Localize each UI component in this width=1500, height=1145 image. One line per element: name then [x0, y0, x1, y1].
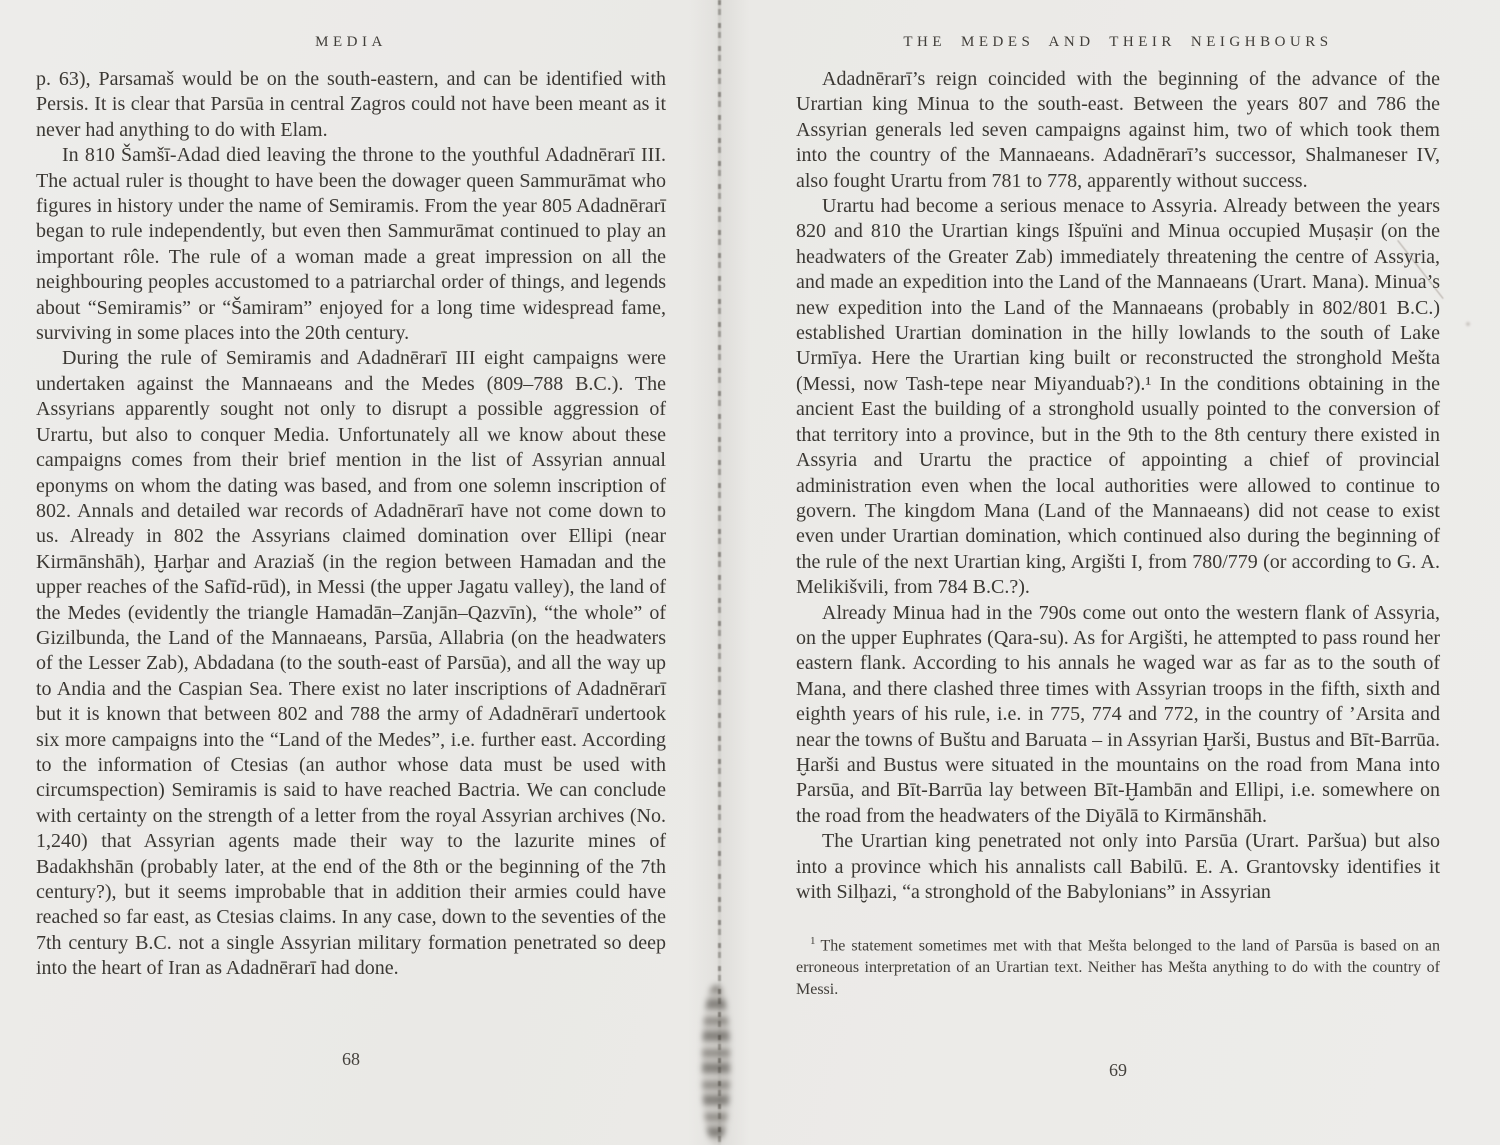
paragraph: During the rule of Semiramis and Adadnērarī III eight campaigns were undertaken against the Mannaeans and the Medes (809–788 B.C.). The Assyrians apparently sought not only to disrupt a possible aggression of Urartu, but also to conquer Media. Unfortunately all we know about these campaigns comes from their brief mention in the list of Assyrian annual eponyms on whom the dating was based, and from one solemn inscription of 802. Annals and detailed war records of Adadnērarī have not come down to us. Already in 802 the Assyrians claimed domination over Ellipi (near Kirmānshāh), Ḫarḫar and Araziaš (in the region between Hamadan and the upper reaches of the Safīd-rūd), in Messi (the upper Jagatu valley), the land of the Medes (evidently the triangle Hamadān–Zanjān–Qazvīn), “the whole” of Gizilbunda, the Land of the Mannaeans, Parsūa, Allabria (on the headwaters of the Lesser Zab), Abdadana (to the south-east of Parsūa), and all the way up to Andia and the Caspian Sea. There exist no later inscriptions of Adadnērarī but it is known that between 802 and 788 the army of Adadnērarī undertook six more campaigns into the “Land of the Medes”, i.e. further east. According to the information of Ctesias (an author whose data must be used with circumspection) Semiramis is said to have reached Bactria. We can conclude with certainty on the strength of a letter from the royal Assyrian archives (No. 1,240) that Assyrian agents made their way to the lazurite mines of Badakhshān (probably later, at the end of the 8th or the beginning of the 7th century?), but it seems improbable that in addition their armies could have reached so far east, as Ctesias claims. In any case, down to the seventies of the 7th century B.C. not a single Assyrian military formation penetrated so deep into the heart of Iran as Adadnērarī had done.	[36, 347, 666, 980]
paragraph: p. 63), Parsamaš would be on the south-eastern, and can be identified with Persis. It is clear that Parsūa in central Zagros could not have been meant as it never had anything to do with Elam.	[36, 68, 666, 141]
scan-speck	[1466, 322, 1470, 326]
paragraph: The Urartian king penetrated not only into Parsūa (Urart. Paršua) but also into a province which his annalists call Babilū. E. A. Grantovsky identifies it with Silḫazi, “a stronghold of the Babylonians” in Assyrian	[796, 830, 1440, 903]
right-running-head: THE MEDES AND THEIR NEIGHBOURS	[903, 34, 1333, 50]
left-running-head: MEDIA	[315, 34, 387, 50]
footnote-text: The statement sometimes met with that Mešta belonged to the land of Parsūa is based on an erroneous interpretation of an Urartian text. Neither has Mešta anything to do with the country of Messi.	[796, 937, 1440, 998]
right-body-text	[796, 67, 1440, 905]
binding-smudge	[702, 985, 730, 1145]
binding-crease-line	[718, 0, 721, 1145]
paragraph: In 810 Šamšī-Adad died leaving the throne to the youthful Adadnērarī III. The actual ruler is thought to have been the dowager queen Sammurāmat who figures in history under the name of Semiramis. From the year 805 Adadnērarī began to rule independently, but even then Sammurāmat continued to play an important rôle. The rule of a woman made a great impression on all the neighbouring peoples accustomed to a patriarchal order of things, and legends about “Semiramis” or “Šamiram” enjoyed for a long time widespread fame, surviving in some places into the 20th century.	[36, 144, 666, 345]
paragraph: Already Minua had in the 790s come out onto the western flank of Assyria, on the upper Euphrates (Qara-su). As for Argišti, he attempted to pass round her eastern flank. According to his annals he waged war as far as to the south of Mana, and there clashed three times with Assyrian troops in the fifth, sixth and eighth years of his rule, i.e. in 775, 774 and 772, in the country of ’Arsita and near the towns of Buštu and Baruata – in Assyrian Ḫarši, Bustus and Bīt-Barrūa. Ḫarši and Bustus were situated in the mountains on the road from Mana into Parsūa, and Bīt-Barrūa lay between Bīt-Ḫambān and Ellipi, i.e. somewhere on the road from the headwaters of the Diyālā to Kirmānshāh.	[796, 601, 1440, 827]
left-page	[36, 28, 666, 1145]
paragraph: Adadnērarī’s reign coincided with the beginning of the advance of the Urartian king Minua to the south-east. Between the years 807 and 786 the Assyrian generals led seven campaigns against him, two of which took them into the country of the Mannaeans. Adadnērarī’s successor, Shalmaneser IV, also fought Urartu from 781 to 778, apparently without success.	[796, 68, 1440, 192]
left-body-text	[36, 67, 666, 982]
footnote	[796, 931, 1440, 1000]
paragraph: Urartu had become a serious menace to Assyria. Already between the years 820 and 810 the Urartian kings Išpuïni and Minua occupied Muṣaṣir (on the headwaters of the Greater Zab) immediately threatening the centre of Assyria, and made an expedition into the Land of the Mannaeans (Urart. Mana). Minua’s new expedition into the Land of the Mannaeans (probably in 802/801 B.C.) established Urartian domination in the hilly lowlands to the south of Lake Urmīya. Here the Urartian king built or reconstructed the stronghold Mešta (Messi, now Tash-tepe near Miyanduab?).¹ In the conditions obtaining in the ancient East the building of a stronghold usually pointed to the conversion of that territory into a province, but in the 9th to the 8th century there existed in Assyria and Urartu the practice of appointing a chief of provincial administration even when the local authorities were allowed to continue to govern. The kingdom Mana (Land of the Mannaeans) did not cease to exist even under Urartian domination, which continued also during the beginning of the rule of the next Urartian king, Argišti I, from 780/779 (or according to G. A. Melikišvili, from 784 B.C.?).	[796, 195, 1440, 599]
right-page	[796, 28, 1440, 1145]
left-page-number: 68	[342, 1049, 360, 1069]
footnote-marker: 1	[810, 935, 816, 948]
right-page-number: 69	[1109, 1060, 1127, 1080]
